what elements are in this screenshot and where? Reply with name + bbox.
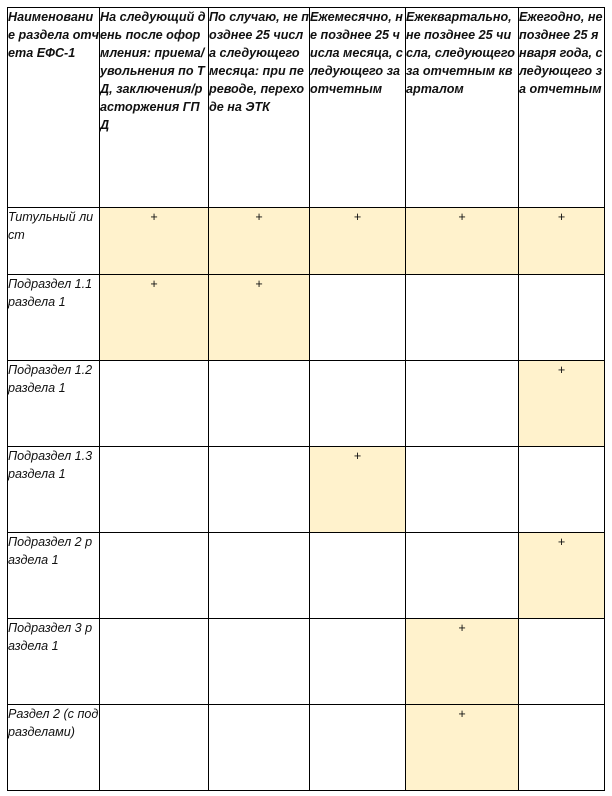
mark-cell bbox=[310, 619, 406, 705]
row-label: Подраздел 1.3 раздела 1 bbox=[8, 447, 100, 533]
mark-cell: + bbox=[519, 533, 605, 619]
mark-cell: + bbox=[406, 705, 519, 791]
efs-1-schedule-table bbox=[7, 7, 605, 791]
column-header-quarterly: Ежеквартально, не позднее 25 числа, следующего за отчетным кварталом bbox=[406, 8, 519, 208]
column-header-monthly: Ежемесячно, не позднее 25 числа месяца, следующего за отчетным bbox=[310, 8, 406, 208]
mark-cell: + bbox=[310, 208, 406, 275]
mark-cell bbox=[406, 533, 519, 619]
table-row bbox=[8, 619, 605, 705]
mark-cell bbox=[209, 533, 310, 619]
mark-cell bbox=[406, 361, 519, 447]
mark-cell bbox=[310, 275, 406, 361]
mark-cell bbox=[100, 361, 209, 447]
row-label: Подраздел 1.1 раздела 1 bbox=[8, 275, 100, 361]
mark-cell: + bbox=[406, 619, 519, 705]
mark-cell bbox=[100, 705, 209, 791]
mark-cell: + bbox=[519, 208, 605, 275]
mark-cell: + bbox=[519, 361, 605, 447]
table-row bbox=[8, 705, 605, 791]
column-header-annually: Ежегодно, не позднее 25 января года, следующего за отчетным bbox=[519, 8, 605, 208]
mark-cell: + bbox=[100, 275, 209, 361]
mark-cell: + bbox=[406, 208, 519, 275]
mark-cell bbox=[209, 619, 310, 705]
mark-cell: + bbox=[209, 208, 310, 275]
mark-cell bbox=[310, 705, 406, 791]
row-label: Подраздел 3 раздела 1 bbox=[8, 619, 100, 705]
table-row bbox=[8, 275, 605, 361]
mark-cell bbox=[100, 447, 209, 533]
row-label: Подраздел 2 раздела 1 bbox=[8, 533, 100, 619]
column-header-section-name: Наименование раздела отчета ЕФС-1 bbox=[8, 8, 100, 208]
mark-cell bbox=[406, 275, 519, 361]
header-row bbox=[8, 8, 605, 208]
mark-cell bbox=[100, 619, 209, 705]
table-row bbox=[8, 361, 605, 447]
mark-cell bbox=[519, 447, 605, 533]
mark-cell bbox=[209, 705, 310, 791]
column-header-next-day: На следующий день после оформления: приема/увольнения по ТД, заключения/расторжения ГПД bbox=[100, 8, 209, 208]
mark-cell bbox=[406, 447, 519, 533]
mark-cell bbox=[209, 361, 310, 447]
table-row bbox=[8, 533, 605, 619]
table-row bbox=[8, 447, 605, 533]
mark-cell bbox=[100, 533, 209, 619]
mark-cell bbox=[310, 533, 406, 619]
row-label: Титульный лист bbox=[8, 208, 100, 275]
mark-cell: + bbox=[100, 208, 209, 275]
mark-cell bbox=[519, 619, 605, 705]
row-label: Раздел 2 (с подразделами) bbox=[8, 705, 100, 791]
row-label: Подраздел 1.2 раздела 1 bbox=[8, 361, 100, 447]
mark-cell bbox=[310, 361, 406, 447]
mark-cell: + bbox=[209, 275, 310, 361]
mark-cell bbox=[519, 705, 605, 791]
table-row bbox=[8, 208, 605, 275]
column-header-by-event: По случаю, не позднее 25 числа следующего месяца: при переводе, переходе на ЭТК bbox=[209, 8, 310, 208]
mark-cell: + bbox=[310, 447, 406, 533]
mark-cell bbox=[519, 275, 605, 361]
mark-cell bbox=[209, 447, 310, 533]
